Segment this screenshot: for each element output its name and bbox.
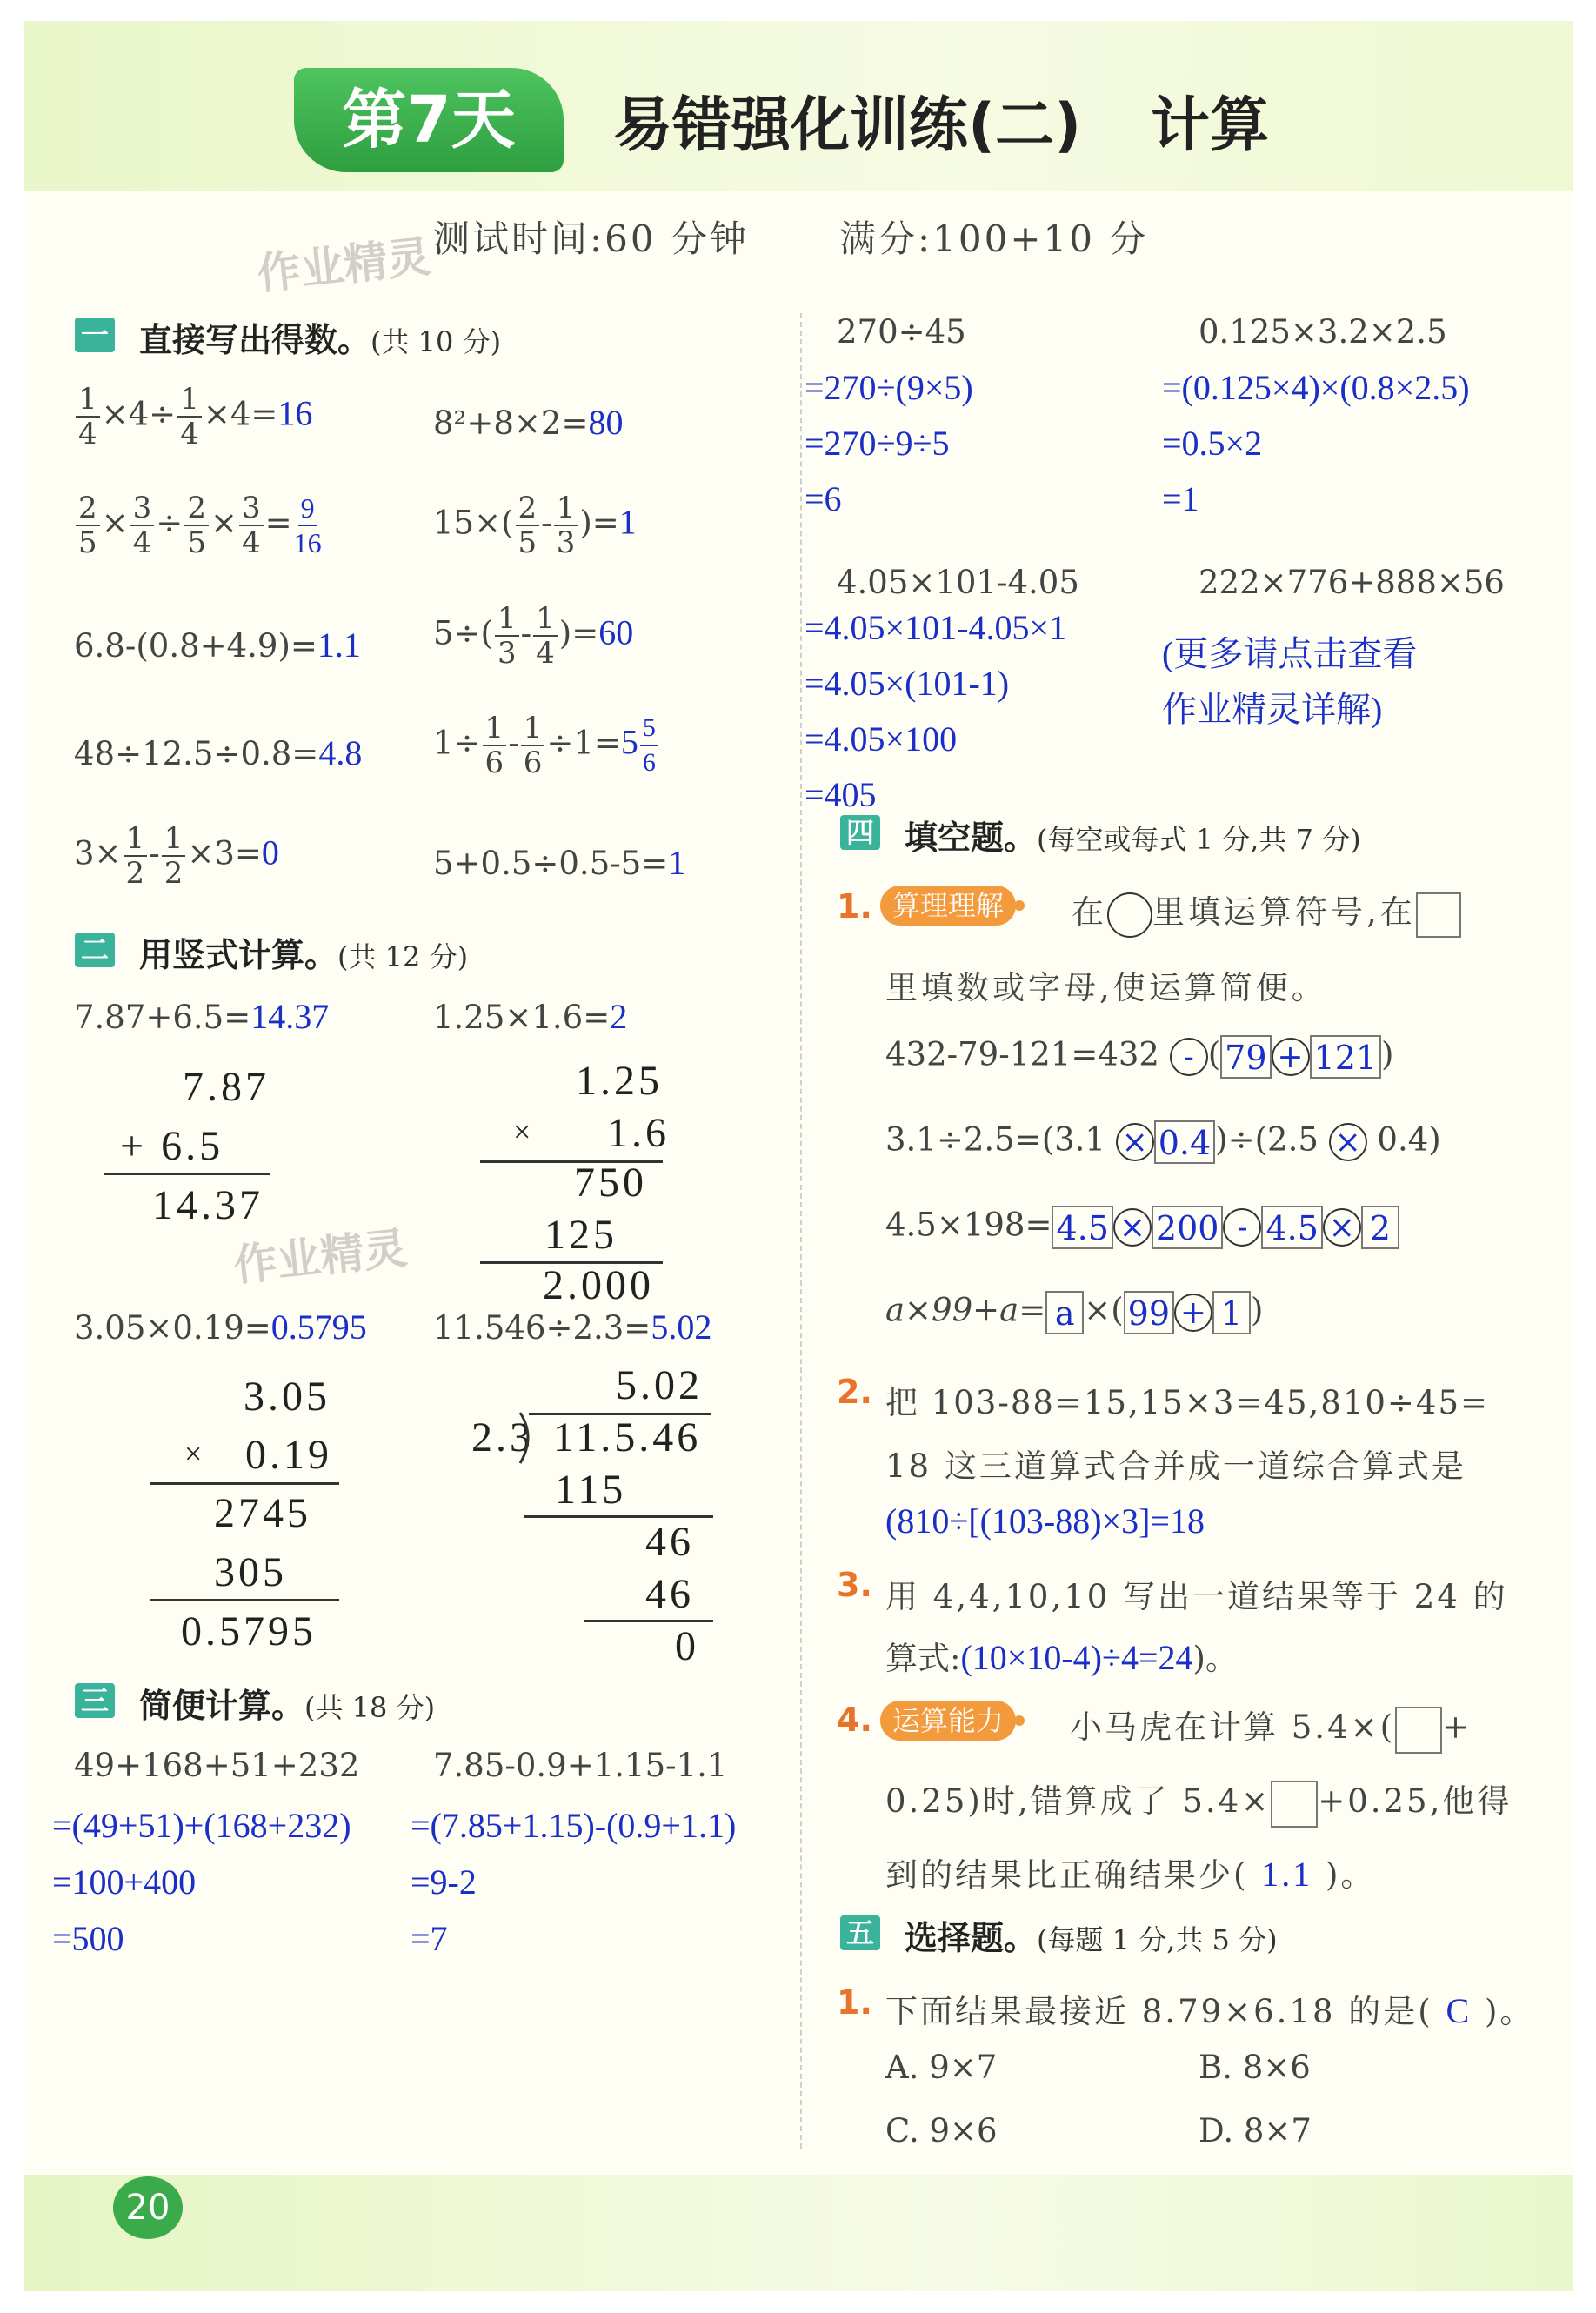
s2-problem-2 bbox=[433, 996, 627, 1037]
section-4-badge: 四 bbox=[840, 815, 880, 850]
question-text: 3.05×0.19= bbox=[74, 1309, 271, 1347]
s4-q4-line3 bbox=[885, 1848, 1375, 1895]
answer: C bbox=[1446, 1991, 1472, 2030]
section-3-title-text: 简便计算。 bbox=[139, 1687, 305, 1725]
section-5-points: (每题 1 分,共 5 分) bbox=[1037, 1923, 1278, 1956]
s3-a2-step1: =(7.85+1.15)-(0.9+1.1) bbox=[411, 1806, 737, 1845]
s4-q3-line1: 用 4,4,10,10 写出一道结果等于 24 的 bbox=[885, 1578, 1508, 1615]
s1-row4-right: 1÷ $\frac{1}{6}$ - $\frac{1}{6}$ ÷1=5 $\frac{5}{6}$ bbox=[433, 712, 660, 779]
s3-a4-step2: =0.5×2 bbox=[1162, 424, 1263, 463]
answer: 5.02 bbox=[651, 1307, 712, 1347]
s1-row3-right: 5÷( $\frac{1}{3}$ - $\frac{1}{4}$ )=60 bbox=[433, 601, 634, 671]
s2-problem-1 bbox=[74, 996, 329, 1037]
s3-a4-step1: =(0.125×4)×(0.8×2.5) bbox=[1162, 368, 1470, 407]
v3-multiplier: 0.19 bbox=[245, 1432, 332, 1478]
answer-fraction: $\frac{5}{6}$ bbox=[640, 712, 658, 779]
section-5-title bbox=[905, 1911, 1278, 1959]
v4-step-2: 46 bbox=[645, 1519, 694, 1565]
s3-q6: 222×776+888×56 bbox=[1199, 564, 1505, 601]
v2-sign: × bbox=[513, 1114, 535, 1149]
section-4-points: (每空或每式 1 分,共 7 分) bbox=[1037, 823, 1361, 856]
s3-a5-step1: =4.05×101-4.05×1 bbox=[805, 608, 1066, 647]
v3-top: 3.05 bbox=[244, 1374, 331, 1420]
section-2-points: (共 12 分) bbox=[337, 940, 469, 973]
s4-q3-number: 3. bbox=[837, 1566, 872, 1604]
section-1-title-text: 直接写出得数。 bbox=[139, 321, 371, 359]
answer-box: 79 bbox=[1220, 1035, 1271, 1079]
v3-rule bbox=[150, 1482, 339, 1485]
answer: 1 bbox=[618, 502, 637, 542]
question-text: 11.546÷2.3= bbox=[433, 1309, 651, 1347]
s5-option-b: B. 8×6 bbox=[1199, 2049, 1311, 2086]
answer-box: 1 bbox=[1212, 1291, 1251, 1334]
s4-eq2 bbox=[885, 1120, 1441, 1164]
s2-problem-3 bbox=[74, 1307, 367, 1347]
v4-divisor: 2.3 bbox=[471, 1414, 534, 1461]
text: )。 bbox=[1192, 1640, 1238, 1677]
operator-circle: × bbox=[1329, 1123, 1367, 1161]
s3-a1-step3: =500 bbox=[52, 1919, 124, 1958]
v2-multiplier: 1.6 bbox=[607, 1110, 670, 1156]
answer: 80 bbox=[588, 403, 624, 442]
section-3-title bbox=[139, 1679, 435, 1727]
fraction: $\frac{1}{2}$ bbox=[162, 822, 186, 890]
text: 在 bbox=[1072, 893, 1107, 931]
more-link-line1[interactable]: (更多请点击查看 bbox=[1162, 634, 1418, 673]
fraction: $\frac{1}{6}$ bbox=[483, 712, 507, 779]
test-time: 测试时间:60 分钟 bbox=[433, 217, 749, 260]
text: 算式: bbox=[885, 1640, 961, 1677]
v3-partial-1: 2745 bbox=[214, 1490, 311, 1536]
section-3-badge: 三 bbox=[75, 1683, 115, 1718]
question-text: 5+0.5÷0.5-5= bbox=[433, 845, 669, 882]
s1-row2-right: 15×( $\frac{2}{5}$ - $\frac{1}{3}$ )=1 bbox=[433, 491, 637, 560]
v4-dividend: 11.5.46 bbox=[553, 1414, 702, 1461]
fraction: $\frac{2}{5}$ bbox=[76, 491, 100, 559]
section-4-title-text: 填空题。 bbox=[905, 819, 1038, 857]
answer: 1.1 bbox=[317, 625, 361, 665]
text: +0.25,他得 bbox=[1318, 1782, 1513, 1820]
answer: 1.1 bbox=[1261, 1855, 1313, 1894]
answer-whole: 5 bbox=[620, 722, 638, 762]
answer-box: 99 bbox=[1124, 1291, 1174, 1334]
s1-row2-left: $\frac{2}{5}$ × $\frac{3}{4}$ ÷ $\frac{2}{5}$ × $\frac{3}{4}$ = $\frac{9}{16}$ bbox=[74, 491, 324, 559]
s4-q2-number: 2. bbox=[837, 1373, 872, 1411]
section-1-title bbox=[139, 313, 501, 361]
v2-top: 1.25 bbox=[576, 1058, 663, 1104]
watermark-logo: 作业精灵 bbox=[254, 231, 433, 300]
text: 0.25)时,错算成了 5.4× bbox=[885, 1782, 1272, 1820]
fraction: $\frac{1}{3}$ bbox=[554, 491, 578, 559]
s5-option-a: A. 9×7 bbox=[885, 2049, 998, 2086]
s3-a1-step2: =100+400 bbox=[52, 1862, 197, 1902]
title-text: 易错强化训练(二) bbox=[613, 91, 1082, 160]
subject-text: 计算 bbox=[1151, 91, 1270, 160]
operator-circle: + bbox=[1174, 1294, 1212, 1332]
v1-rule bbox=[104, 1173, 270, 1175]
s4-q1-line2: 里填数或字母,使运算简便。 bbox=[885, 969, 1327, 1006]
fraction: $\frac{2}{5}$ bbox=[184, 491, 209, 559]
answer: 4.8 bbox=[318, 733, 363, 772]
answer-box: 200 bbox=[1152, 1206, 1224, 1249]
s3-a5-step2: =4.05×(101-1) bbox=[805, 664, 1010, 703]
page-number: 20 bbox=[113, 2176, 183, 2239]
v1-top: 7.87 bbox=[183, 1064, 270, 1110]
s3-q1: 49+168+51+232 bbox=[74, 1747, 360, 1784]
operator-circle: × bbox=[1323, 1208, 1361, 1247]
s5-option-c: C. 9×6 bbox=[885, 2112, 998, 2149]
v2-partial-1: 750 bbox=[574, 1160, 647, 1206]
s4-q1-tag: 算理理解 bbox=[880, 886, 1016, 926]
v3-partial-2: 305 bbox=[214, 1549, 287, 1595]
question-text: 8²+8×2= bbox=[433, 404, 589, 442]
question-text: a×99+a= bbox=[885, 1291, 1046, 1329]
answer: 60 bbox=[598, 612, 634, 652]
answer: 1 bbox=[668, 843, 686, 882]
text: 下面结果最接近 8.79×6.18 的是( bbox=[885, 1993, 1433, 2030]
fraction: $\frac{1}{4}$ bbox=[76, 383, 100, 451]
fraction: $\frac{1}{3}$ bbox=[495, 602, 519, 670]
s4-eq3 bbox=[885, 1206, 1399, 1249]
footer-band bbox=[24, 2175, 1573, 2291]
s4-q4-line2 bbox=[885, 1775, 1512, 1828]
s4-eq1: 432-79-121=432 - ( 79 + 121 ) bbox=[885, 1035, 1394, 1077]
watermark-logo-2: 作业精灵 bbox=[230, 1222, 410, 1292]
question-text: 3.1÷2.5=(3.1 bbox=[885, 1120, 1105, 1159]
s3-q5: 4.05×101-4.05 bbox=[837, 564, 1079, 601]
fraction: $\frac{1}{6}$ bbox=[521, 712, 545, 779]
answer-box: a bbox=[1045, 1291, 1084, 1334]
section-5-badge: 五 bbox=[840, 1915, 880, 1950]
s4-q1-number: 1. bbox=[837, 887, 872, 926]
s4-q2-line1: 把 103-88=15,15×3=45,810÷45= bbox=[885, 1384, 1489, 1421]
answer-box: 121 bbox=[1310, 1035, 1382, 1079]
blank-box bbox=[1416, 892, 1461, 938]
operator-circle: - bbox=[1223, 1208, 1261, 1247]
v2-partial-2: 125 bbox=[544, 1212, 618, 1258]
s4-eq4 bbox=[885, 1291, 1263, 1334]
v3-sign: × bbox=[184, 1436, 206, 1471]
answer-fraction: $\frac{9}{16}$ bbox=[293, 492, 322, 558]
s1-row5-right bbox=[433, 842, 685, 883]
section-5-title-text: 选择题。 bbox=[905, 1919, 1038, 1957]
answer: 2 bbox=[610, 997, 628, 1036]
answer-box: 4.5 bbox=[1261, 1206, 1322, 1249]
s2-problem-4 bbox=[433, 1307, 711, 1347]
text: )。 bbox=[1484, 1993, 1535, 2030]
s3-a5-step3: =4.05×100 bbox=[805, 719, 958, 759]
s4-q4-line1 bbox=[1070, 1701, 1472, 1754]
v3-rule-2 bbox=[150, 1599, 339, 1601]
v4-step-3: 46 bbox=[645, 1571, 694, 1617]
blank-box bbox=[1271, 1781, 1318, 1828]
section-1-points: (共 10 分) bbox=[371, 325, 502, 358]
s4-q2-answer: (810÷[(103-88)×3]=18 bbox=[885, 1501, 1205, 1541]
s1-row1-right bbox=[433, 402, 623, 443]
section-2-title-text: 用竖式计算。 bbox=[139, 936, 338, 974]
s1-row1-left: $\frac{1}{4}$ ×4÷ $\frac{1}{4}$ ×4=16 bbox=[74, 383, 312, 451]
text: + bbox=[1442, 1708, 1472, 1746]
blank-box bbox=[1395, 1707, 1442, 1754]
section-2-badge: 二 bbox=[75, 933, 115, 967]
answer-box: 4.5 bbox=[1052, 1206, 1112, 1249]
s5-q1-text bbox=[885, 1985, 1534, 2032]
v3-result: 0.5795 bbox=[181, 1608, 317, 1655]
question-text: 4.5×198= bbox=[885, 1206, 1052, 1244]
answer-box: 2 bbox=[1361, 1206, 1399, 1249]
answer: 16 bbox=[277, 393, 313, 433]
s1-row5-left: 3× $\frac{1}{2}$ - $\frac{1}{2}$ ×3=0 bbox=[74, 821, 279, 891]
question-text: 6.8-(0.8+4.9)= bbox=[74, 627, 317, 665]
answer: 0 bbox=[261, 832, 279, 872]
s3-q2: 7.85-0.9+1.15-1.1 bbox=[433, 1747, 728, 1784]
day-badge: 第7天 bbox=[294, 68, 564, 172]
more-link-line2[interactable]: 作业精灵详解) bbox=[1162, 690, 1383, 729]
full-score: 满分:100+10 分 bbox=[839, 217, 1149, 260]
text: )÷(2.5 bbox=[1215, 1120, 1319, 1159]
section-4-title bbox=[905, 811, 1361, 859]
s4-q4-tag: 运算能力 bbox=[880, 1701, 1016, 1741]
s1-row3-left bbox=[74, 625, 361, 665]
v1-addend: + 6.5 bbox=[120, 1123, 224, 1169]
column-divider bbox=[800, 313, 802, 2149]
operator-circle: × bbox=[1116, 1123, 1154, 1161]
answer: 0.5795 bbox=[270, 1307, 367, 1347]
s4-q3-line2 bbox=[885, 1632, 1238, 1679]
text: ×( bbox=[1084, 1291, 1124, 1329]
s5-q1-number: 1. bbox=[837, 1983, 872, 2022]
s3-a3-step3: =6 bbox=[805, 479, 842, 518]
text: 小马虎在计算 5.4×( bbox=[1070, 1708, 1396, 1746]
fraction: $\frac{3}{4}$ bbox=[130, 491, 155, 559]
text: 0.4) bbox=[1377, 1120, 1441, 1159]
fraction: $\frac{2}{5}$ bbox=[516, 491, 540, 559]
section-2-title bbox=[139, 928, 468, 976]
operator-circle: - bbox=[1170, 1038, 1208, 1076]
question-text: 48÷12.5÷0.8= bbox=[74, 735, 319, 772]
answer-box: 0.4 bbox=[1154, 1120, 1215, 1164]
text: ) bbox=[1251, 1291, 1264, 1329]
question-text: 7.87+6.5= bbox=[74, 999, 251, 1036]
v1-result: 14.37 bbox=[152, 1182, 264, 1228]
fraction: $\frac{1}{2}$ bbox=[124, 822, 148, 890]
section-1-badge: 一 bbox=[75, 318, 115, 352]
question-text: 432-79-121=432 bbox=[885, 1035, 1159, 1073]
v4-remainder: 0 bbox=[675, 1623, 699, 1669]
operator-circle: × bbox=[1113, 1208, 1152, 1247]
fraction: $\frac{3}{4}$ bbox=[239, 491, 264, 559]
fraction: $\frac{1}{4}$ bbox=[533, 602, 558, 670]
s3-q3: 270÷45 bbox=[837, 313, 966, 351]
blank-circle bbox=[1107, 892, 1152, 938]
section-3-points: (共 18 分) bbox=[304, 1691, 436, 1724]
division-bracket-icon bbox=[518, 1411, 539, 1465]
text: )。 bbox=[1325, 1856, 1376, 1894]
s4-q4-number: 4. bbox=[837, 1701, 872, 1739]
v2-result: 2.000 bbox=[543, 1262, 654, 1308]
s3-a5-step4: =405 bbox=[805, 775, 877, 814]
text: 到的结果比正确结果少( bbox=[885, 1856, 1249, 1894]
s3-a2-step2: =9-2 bbox=[411, 1862, 477, 1902]
v4-quotient: 5.02 bbox=[616, 1362, 703, 1408]
question-text: 1.25×1.6= bbox=[433, 999, 611, 1036]
s3-a3-step1: =270÷(9×5) bbox=[805, 368, 973, 407]
page-title bbox=[613, 78, 1269, 163]
answer: 14.37 bbox=[250, 997, 330, 1036]
s5-option-d: D. 8×7 bbox=[1199, 2112, 1312, 2149]
fraction: $\frac{1}{4}$ bbox=[177, 383, 202, 451]
operator-circle: + bbox=[1272, 1038, 1310, 1076]
answer: (10×10-4)÷4=24 bbox=[960, 1638, 1193, 1677]
s3-a2-step3: =7 bbox=[411, 1919, 448, 1958]
v4-step-1: 115 bbox=[555, 1467, 627, 1513]
s3-q4: 0.125×3.2×2.5 bbox=[1199, 313, 1447, 351]
text: 里填运算符号,在 bbox=[1152, 893, 1416, 931]
s4-q2-line2: 18 这三道算式合并成一道综合算式是 bbox=[885, 1447, 1466, 1485]
s3-a1-step1: =(49+51)+(168+232) bbox=[52, 1806, 351, 1845]
s3-a3-step2: =270÷9÷5 bbox=[805, 424, 950, 463]
s4-q1-line1 bbox=[1072, 886, 1461, 938]
s1-row4-left bbox=[74, 732, 362, 773]
s3-a4-step3: =1 bbox=[1162, 479, 1199, 518]
